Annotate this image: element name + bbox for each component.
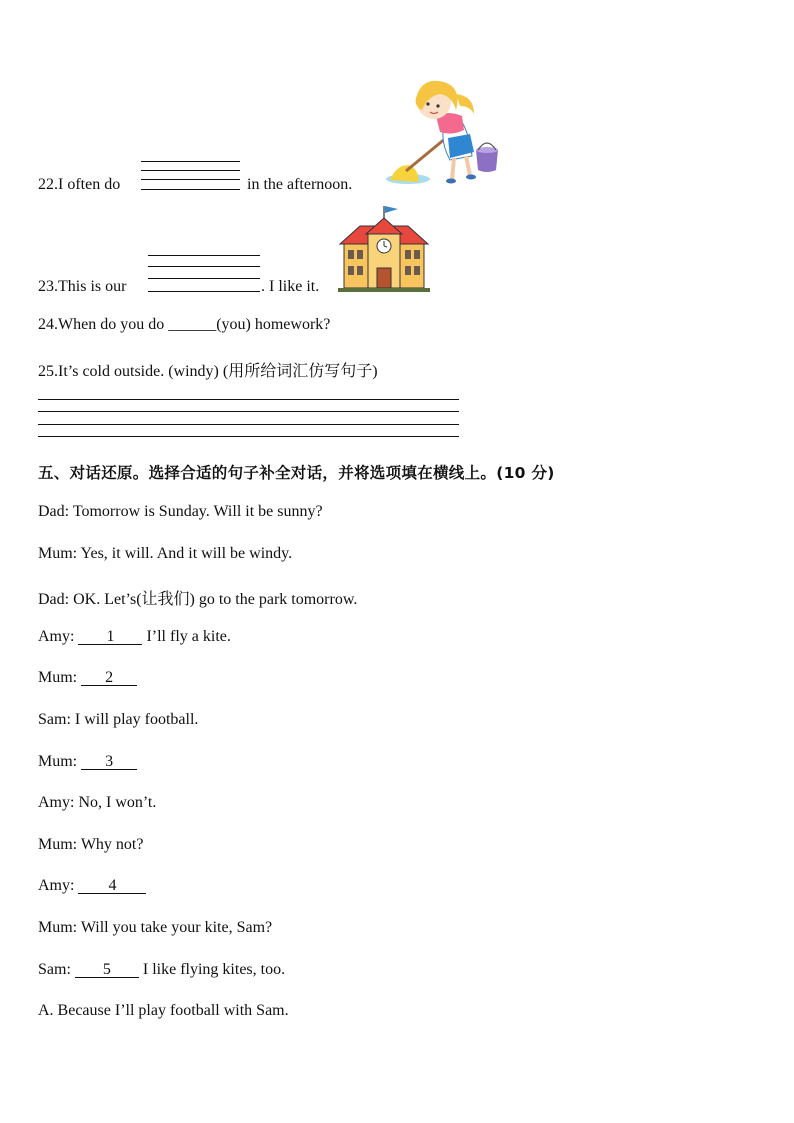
dialogue-line	[38, 753, 137, 771]
dialogue-line	[38, 877, 146, 895]
section-heading: 五、对话还原。选择合适的句子补全对话，并将选项填在横线上。(10 分)	[38, 464, 555, 482]
speaker: Amy:	[38, 628, 75, 645]
dialogue-line	[38, 628, 231, 646]
speaker: Sam:	[38, 961, 71, 978]
question-23-prefix: 23.This is our	[38, 278, 127, 295]
question-22-suffix: in the afternoon.	[247, 176, 353, 193]
dialogue-line: Sam: I will play football.	[38, 711, 199, 728]
dialogue-line: Dad: OK. Let’s(让我们) go to the park tomorrow.	[38, 591, 358, 608]
dialogue-line: Mum: Yes, it will. And it will be windy.	[38, 545, 293, 562]
answer-blank[interactable]: 4	[78, 878, 146, 894]
question-25: 25.It’s cold outside. (windy) (用所给词汇仿写句子)	[38, 363, 378, 380]
answer-line	[148, 278, 260, 279]
answer-line	[148, 255, 260, 256]
answer-blank[interactable]: 3	[81, 754, 137, 770]
answer-blank[interactable]: 2	[81, 670, 137, 686]
writing-line	[38, 436, 459, 437]
writing-line	[38, 424, 459, 425]
dialogue-line: Mum: Why not?	[38, 836, 144, 853]
answer-line	[148, 291, 260, 292]
question-24: 24.When do you do ______(you) homework?	[38, 316, 331, 333]
dialogue-line	[38, 961, 285, 979]
option-a: A. Because I’ll play football with Sam.	[38, 1002, 289, 1019]
speaker: Mum:	[38, 753, 78, 770]
answer-line	[141, 179, 240, 180]
dialogue-text: I’ll fly a kite.	[146, 628, 231, 645]
dialogue-text: I like flying kites, too.	[142, 961, 286, 978]
answer-blank[interactable]: 5	[75, 962, 139, 978]
writing-line	[38, 399, 459, 400]
speaker: Mum:	[38, 669, 78, 686]
dialogue-line	[38, 669, 137, 687]
writing-line	[38, 411, 459, 412]
answer-blank[interactable]: 1	[78, 629, 142, 645]
answer-line	[141, 189, 240, 190]
dialogue-line: Dad: Tomorrow is Sunday. Will it be sunny?	[38, 503, 323, 520]
dialogue-line: Mum: Will you take your kite, Sam?	[38, 919, 273, 936]
answer-line	[141, 161, 240, 162]
question-23-suffix: . I like it.	[261, 278, 320, 295]
speaker: Amy:	[38, 877, 75, 894]
answer-line	[148, 266, 260, 267]
school-building-icon	[336, 204, 432, 294]
answer-line	[141, 170, 240, 171]
dialogue-line: Amy: No, I won’t.	[38, 794, 157, 811]
girl-mopping-icon	[378, 76, 504, 190]
question-22-prefix: 22.I often do	[38, 176, 121, 193]
